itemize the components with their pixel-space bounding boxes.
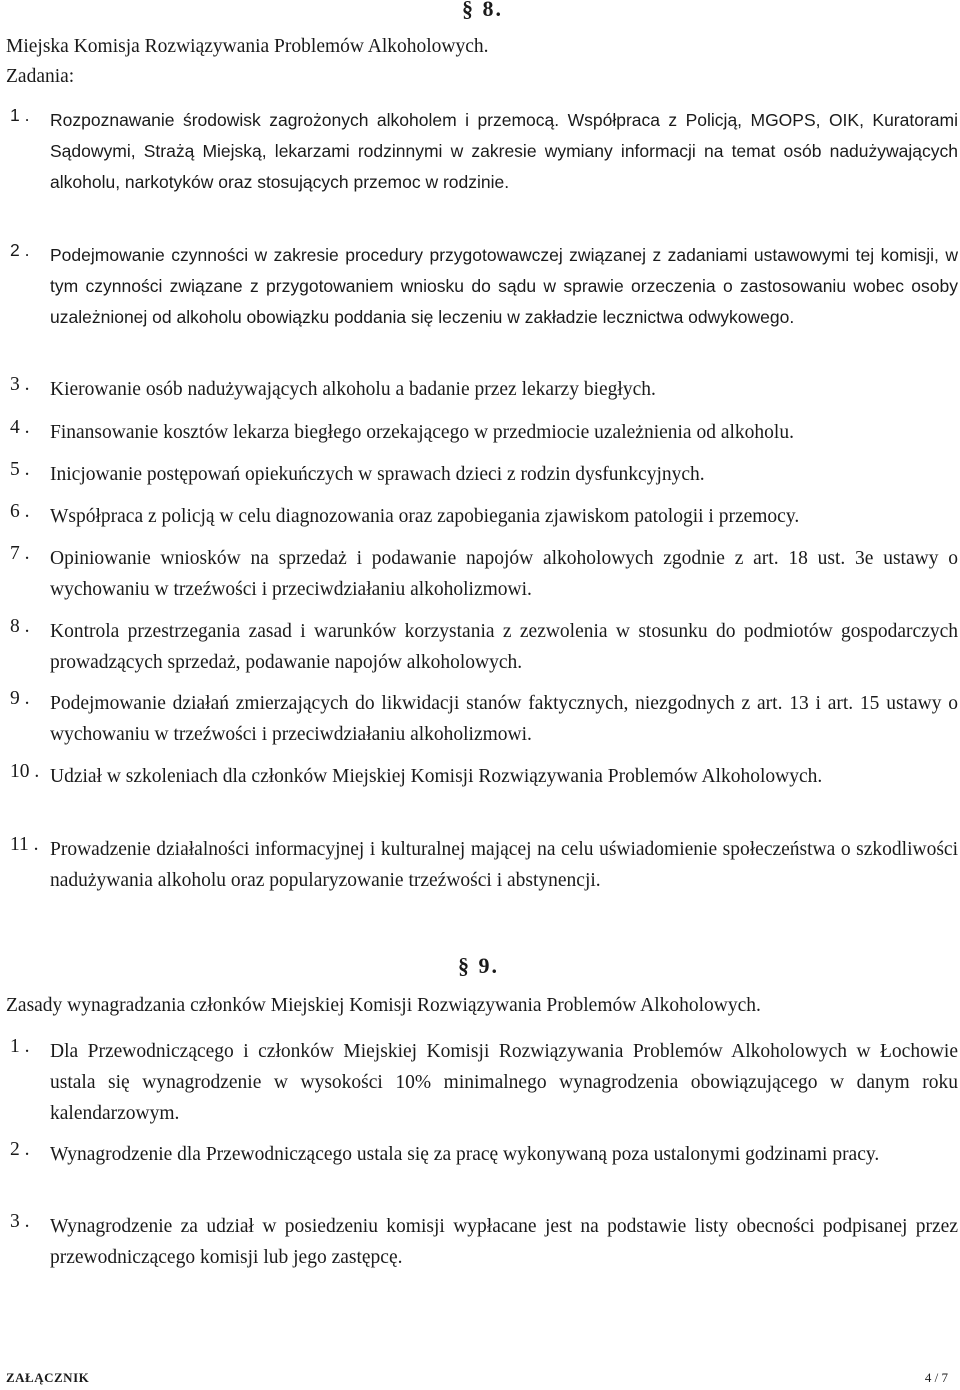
- item-number: 7 .: [10, 543, 30, 564]
- item-number: 8 .: [10, 616, 30, 637]
- section-9-heading: § 9.: [458, 953, 499, 978]
- item-number: 6 .: [10, 501, 30, 522]
- item-number: 4 .: [10, 417, 30, 438]
- item-text: Udział w szkoleniach dla członków Miejskiej Komisji Rozwiązywania Problemów Alkoholowych.: [50, 766, 823, 787]
- section-9-title: Zasady wynagradzania członków Miejskiej Komisji Rozwiązywania Problemów Alkoholowych.: [6, 995, 761, 1016]
- item-text: Kontrola przestrzegania zasad i warunków korzystania z zezwolenia w stosunku do podmiotów gospodarczych prowadzących sprzedaż, podawanie napojów alkoholowych.: [50, 621, 958, 673]
- item-text: Dla Przewodniczącego i członków Miejskiej Komisji Rozwiązywania Problemów Alkoholowych w Łochowie ustala się wynagrodzenie w wysokości 10% minimalnego wynagrodzenia obowiązującego w danym roku kalendarzowym.: [50, 1041, 958, 1124]
- item-text: Współpraca z policją w celu diagnozowania oraz zapobiegania zjawiskom patologii i przemocy.: [50, 506, 800, 527]
- item-text: Prowadzenie działalności informacyjnej i kulturalnej mającej na celu uświadomienie społeczeństwa o szkodliwości nadużywania alkoholu oraz popularyzowanie trzeźwości i abstynencji.: [50, 839, 958, 891]
- item-text: Wynagrodzenie dla Przewodniczącego ustala się za pracę wykonywaną poza ustalonymi godzinami pracy.: [50, 1144, 880, 1165]
- item-number: 5 .: [10, 459, 30, 480]
- item-text: Kierowanie osób nadużywających alkoholu a badanie przez lekarzy biegłych.: [50, 379, 656, 400]
- section-8-heading: § 8.: [462, 0, 503, 21]
- item-number: 9 .: [10, 688, 30, 709]
- footer-label: ZAŁĄCZNIK: [6, 1370, 90, 1385]
- item-text: Inicjowanie postępowań opiekuńczych w sprawach dzieci z rodzin dysfunkcyjnych.: [50, 464, 705, 485]
- section-8-subtitle: Zadania:: [6, 66, 75, 87]
- item-number: 1 .: [10, 105, 30, 125]
- item-number: 11 .: [10, 834, 39, 855]
- item-number: 10 .: [10, 761, 40, 782]
- item-text: Opiniowanie wniosków na sprzedaż i podawanie napojów alkoholowych zgodnie z art. 18 ust. 3e ustawy o wychowaniu w trzeźwości i przeciwdziałaniu alkoholizmowi.: [50, 548, 958, 600]
- item-text: Finansowanie kosztów lekarza biegłego orzekającego w przedmiocie uzależnienia od alkoholu.: [50, 422, 794, 443]
- item-text: Podejmowanie działań zmierzających do likwidacji stanów faktycznych, niezgodnych z art. 13 i art. 15 ustawy o wychowaniu w trzeźwości i przeciwdziałaniu alkoholizmowi.: [50, 693, 958, 745]
- item-number: 3 .: [10, 374, 30, 395]
- item-text: Wynagrodzenie za udział w posiedzeniu komisji wypłacane jest na podstawie listy obecności podpisanej przez przewodniczącego komisji lub jego zastępcę.: [50, 1216, 958, 1268]
- item-number: 3 .: [10, 1211, 30, 1232]
- item-number: 1 .: [10, 1036, 30, 1057]
- item-text: Rozpoznawanie środowisk zagrożonych alkoholem i przemocą. Współpraca z Policją, MGOPS, OIK, Kuratorami Sądowymi, Strażą Miejską, lekarzami rodzinnymi w zakresie wymiany informacji na temat osób nadużywających alkoholu, narkotyków oraz stosujących przemoc w rodzinie.: [50, 110, 958, 192]
- item-number: 2 .: [10, 1139, 30, 1160]
- section-8-title: Miejska Komisja Rozwiązywania Problemów Alkoholowych.: [6, 36, 489, 57]
- item-text: Podejmowanie czynności w zakresie procedury przygotowawczej związanej z zadaniami ustawowymi tej komisji, w tym czynności związane z przygotowaniem wniosku do sądu w sprawie orzeczenia o zastosowaniu wobec osoby uzależnionej od alkoholu obowiązku poddania się leczeniu w zakładzie lecznictwa odwykowego.: [50, 245, 958, 327]
- item-number: 2 .: [10, 240, 30, 260]
- page-number: 4 / 7: [924, 1370, 948, 1385]
